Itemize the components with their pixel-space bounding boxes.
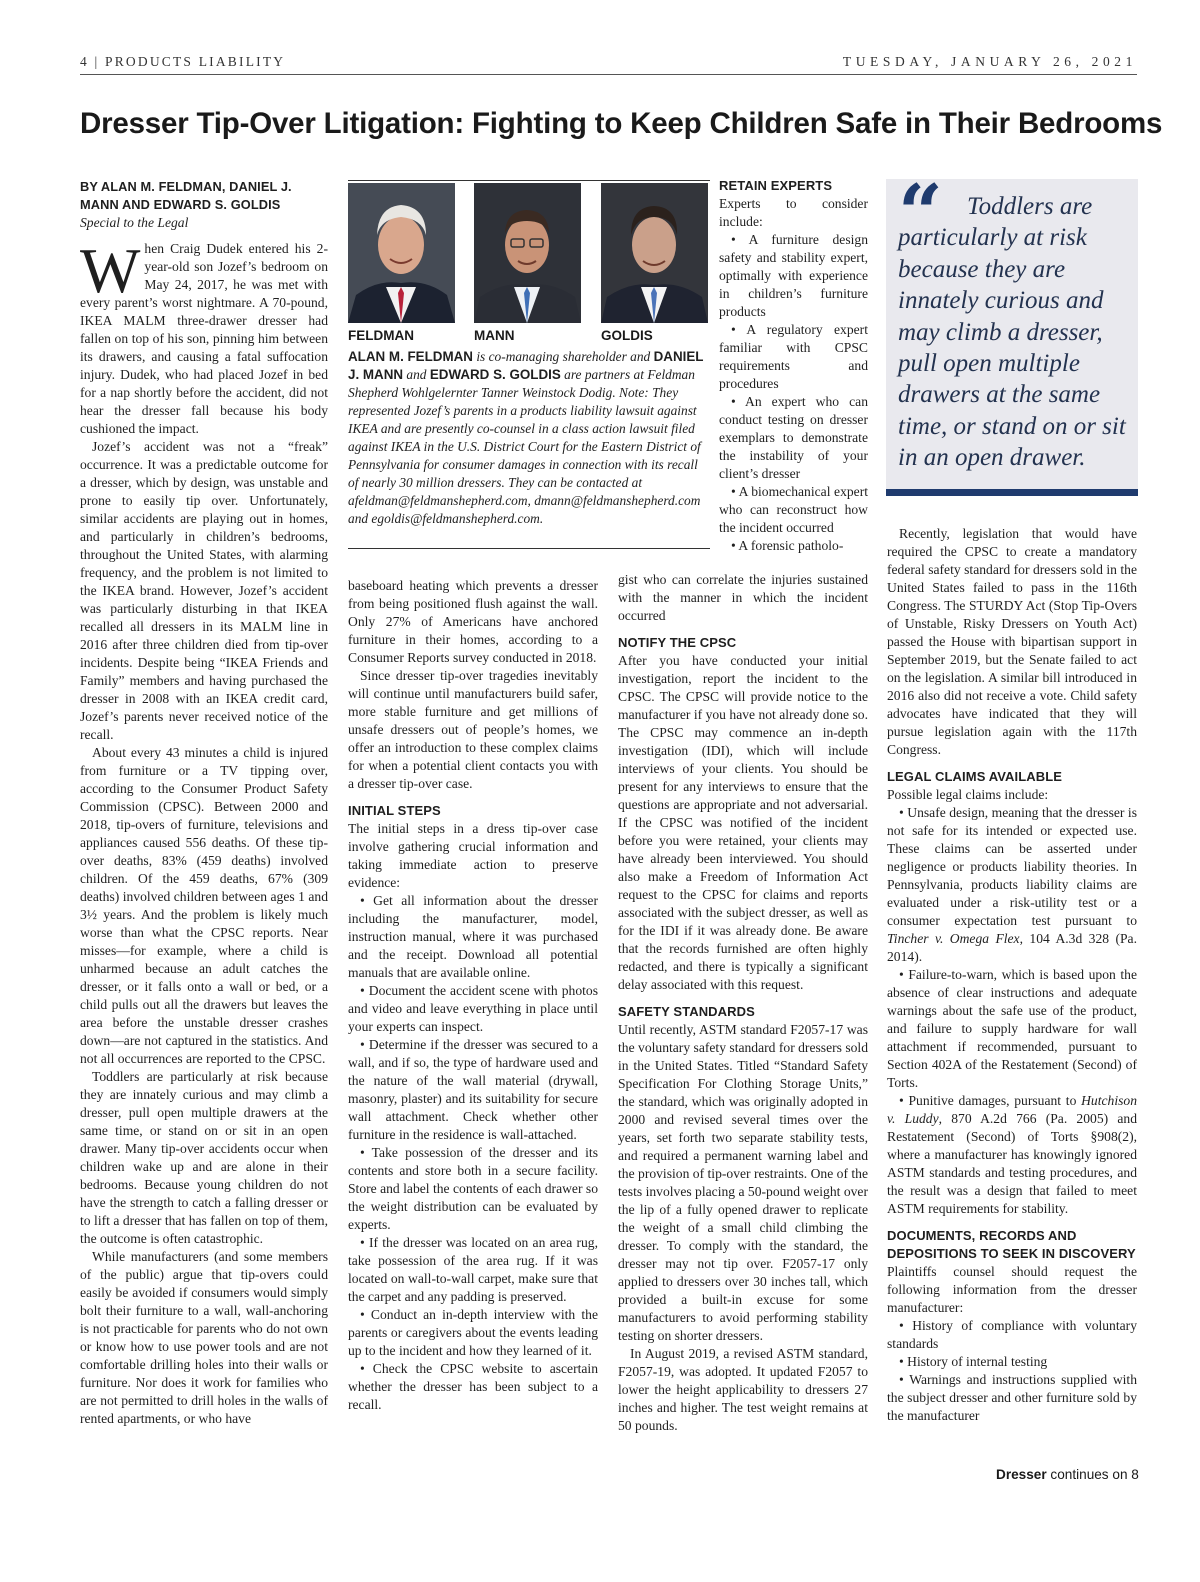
- list-item: • Determine if the dresser was secured to a wall, and if so, the type of hardware used and the nature of the wall material (drywall, masonry, plaster) and its suitability for secure wall attachment. Check whether other furniture in the residence is wall-attached.: [348, 1037, 598, 1142]
- paragraph: Toddlers are particularly at risk because they are innately curious and may climb a dresser, pull open multiple drawers at the same time, or stand on or sit in an open drawer. Many tip-over accidents occur when children wake up and are alone in their bedrooms. Because young children do not have the strength to catch a falling dresser or to lift a dresser that has fallen on top of them, the outcome is often catastrophic.: [80, 1069, 328, 1246]
- list-item: • An expert who can conduct testing on dresser exemplars to demonstrate the instability of your client’s dresser: [719, 394, 868, 481]
- column-2: [348, 577, 598, 1414]
- subhead-legal-claims: LEGAL CLAIMS AVAILABLE: [887, 769, 1063, 784]
- column-3-top: [719, 177, 868, 555]
- list-item: • Failure-to-warn, which is based upon the absence of clear instructions and adequate warnings about the safe use of the product, and failure to supply hardware for wall attachment if recommended, pursuant to Section 402A of the Restatement (Second) of Torts.: [887, 967, 1137, 1090]
- list-item: • A furniture design safety and stability expert, optimally with experience in children’s furniture products: [719, 232, 868, 319]
- subhead-discovery: DOCUMENTS, RECORDS AND DEPOSITIONS TO SEEK IN DISCOVERY: [887, 1228, 1136, 1261]
- photo-top-rule: [348, 180, 710, 181]
- paragraph: About every 43 minutes a child is injured from furniture or a TV tipping over, according to the Consumer Product Safety Commission (CPSC). Between 2000 and 2018, tip-overs of furniture, televisions and appliances caused 556 deaths. Of these tip-over deaths, 83% (459 deaths) involved children. Of the 459 deaths, 67% (309 deaths) involved children between ages 1 and 3½ years. And the problem is likely much worse than what the CPSC reports. Near misses—for example, where a child is unharmed because an adult catches the dresser, or it falls onto a wall or bed, or a child pulls out all the drawers but leaves the area before the unstable dresser crashes down—are not captured in the statistics. And not all occurrences are reported to the CPSC.: [80, 745, 328, 1066]
- subhead-notify-cpsc: NOTIFY THE CPSC: [618, 635, 737, 650]
- paragraph: Since dresser tip-over tragedies inevitably will continue until manufacturers build safer, more stable furniture and get millions of unsafe dressers out of people’s homes, we offer an introduction to these complex claims for when a potential client contacts you with a dresser tip-over case.: [348, 668, 598, 791]
- caption-rule: [348, 548, 710, 549]
- pull-quote-bar: [886, 489, 1138, 496]
- photo-mann: [474, 183, 581, 323]
- list-item: • History of internal testing: [899, 1354, 1048, 1369]
- list-item: • Unsafe design, meaning that the dresser is not safe for its intended or expected use. These claims can be asserted under negligence or products liability theories. In Pennsylvania, products liability claims are evaluated under a risk-utility test or a consumer expectation test pursuant to Tincher v. Omega Flex, 104 A.3d 328 (Pa. 2014).: [887, 805, 1137, 964]
- paragraph: Jozef’s accident was not a “freak” occurrence. It was a predictable outcome for a dresser, which by design, was unstable and prone to easily tip over. Unfortunately, similar accidents are playing out in homes, and particularly in children’s bedrooms, throughout the United States, with alarming frequency, and the problem is not limited to the IKEA brand. However, Jozef’s accident was particularly disturbing in that IKEA recalled all dressers in its MALM line in 2016 after three children died from tip-over incidents. Despite being “IKEA Friends and Family” members and having purchased the dresser in 2008 with an IKEA credit card, Jozef’s parents never received notice of the recall.: [80, 439, 328, 742]
- photo-goldis: [601, 183, 708, 323]
- paragraph: After you have conducted your initial investigation, report the incident to the CPSC. The CPSC will provide notice to the manufacturer if you have not already done so. The CPSC may commence an in-depth investigation (IDI), which will include interviews of your clients. You should be present for any interviews to ensure that the questions are appropriate and not adversarial. If the CPSC was notified of the incident before you were retained, your clients may have already been interviewed. You should also make a Freedom of Information Act request to the CPSC for claims and reports associated with the subject dresser, as well as for the IDI if it was already done. Be aware that the records furnished are often highly redacted, and there is typically a significant delay associated with this request.: [618, 653, 868, 992]
- photo-feldman: [348, 183, 455, 323]
- column-1: [80, 178, 328, 1428]
- continues-jump-line: Dresser continues on 8: [996, 1467, 1139, 1482]
- column-3: [618, 571, 868, 1435]
- list-item: • History of compliance with voluntary standards: [887, 1318, 1137, 1351]
- column-4: [887, 525, 1137, 1425]
- headline: Dresser Tip-Over Litigation: Fighting to Keep Children Safe in Their Bedrooms: [80, 107, 1163, 140]
- paragraph: baseboard heating which prevents a dresser from being positioned flush against the wall. Only 27% of Americans have anchored furniture in their homes, according to a Consumer Reports survey conducted in 2018.: [348, 578, 598, 665]
- paragraph: gist who can correlate the injuries sustained with the manner in which the incident occurred: [618, 572, 868, 623]
- author-photos: [348, 183, 708, 323]
- subhead-initial-steps: INITIAL STEPS: [348, 803, 441, 818]
- list-item: • Document the accident scene with photos and video and leave everything in place until your experts can inspect.: [348, 983, 598, 1034]
- paragraph: While manufacturers (and some members of the public) argue that tip-overs could easily be avoided if consumers would simply bolt their furniture to a wall, wall-anchoring is not practicable for parents who do not own or know how to use power tools and are not comfortable drilling holes into their walls or furniture. Nor does it work for families who are not permitted to drill holes in the walls of rented apartments, or who have: [80, 1249, 328, 1426]
- list-item: • A regulatory expert familiar with CPSC requirements and procedures: [719, 322, 868, 391]
- paragraph: Until recently, ASTM standard F2057-17 was the voluntary safety standard for dressers sold in the United States. Titled “Standard Safety Specification For Clothing Storage Units,” the standard, which was originally adopted in 2000 and revised several times over the years, set forth two separate stability tests, and required a permanent warning label and the provision of tip-over restraints. One of the tests involves placing a 50-pound weight over the lip of a fully opened drawer to replicate the weight of a small child climbing the dresser. To comply with the standard, the dresser may not tip over. F2057-17 only applied to dressers over 30 inches tall, which provided a built-in excuse for some manufacturers to avoid performing stability testing on shorter dressers.: [618, 1022, 868, 1343]
- photo-name-feldman: FELDMAN: [348, 328, 414, 343]
- paragraph: Possible legal claims include:: [887, 787, 1049, 802]
- lead-paragraph: When Craig Dudek entered his 2-year-old son Jozef’s bedroom on May 24, 2017, he was met with every parent’s worst nightmare. A 70-pound, IKEA MALM three-drawer dresser had fallen on top of his son, pinning him between its drawers, and causing a fatal suffocation injury. Dudek, who had placed Jozef in bed for a nap shortly before the accident, did not hear the dresser fall because his body cushioned the impact.: [80, 235, 328, 436]
- byline: BY ALAN M. FELDMAN, DANIEL J. MANN AND EDWARD S. GOLDIS: [80, 179, 292, 212]
- list-item: • Get all information about the dresser including the manufacturer, model, instruction manual, where it was purchased and the receipt. Download all potential manuals that are available online.: [348, 893, 598, 980]
- pull-quote-text: Toddlers are particularly at risk because they are innately curious and may climb a dresser, pull open multiple drawers at the same time, or stand on or sit in an open drawer.: [898, 193, 1126, 472]
- list-item: • A biomechanical expert who can reconstruct how the incident occurred: [719, 484, 868, 535]
- list-item: • Warnings and instructions supplied with the subject dresser and other furniture sold by the manufacturer: [887, 1372, 1137, 1423]
- list-item: • Check the CPSC website to ascertain whether the dresser has been subject to a recall.: [348, 1361, 598, 1412]
- subhead-safety-standards: SAFETY STANDARDS: [618, 1004, 755, 1019]
- list-item: • Take possession of the dresser and its contents and store both in a secure facility. Store and label the contents of each drawer so the weight distribution can be evaluated by experts.: [348, 1145, 598, 1232]
- list-item: • A forensic patholo-: [731, 538, 844, 553]
- paragraph: The initial steps in a dress tip-over case involve gathering crucial information and taking immediate action to preserve evidence:: [348, 821, 598, 890]
- author-bio-caption: ALAN M. FELDMAN is co-managing shareholder and DANIEL J. MANN and EDWARD S. GOLDIS are partners at Feldman Shepherd Wohlgelernter Tanner Weinstock Dodig. Note: They represented Jozef’s parents in a products liability lawsuit against IKEA and are presently co-counsel in a class action lawsuit filed against IKEA in the U.S. District Court for the Eastern District of Pennsylvania for consumer damages in connection with its recall of nearly 30 million dressers. They can be contacted at afeldman@feldmanshepherd.com, dmann@feldmanshepherd.com and egoldis@feldmanshepherd.com.: [348, 349, 704, 526]
- masthead: [80, 54, 1137, 74]
- list-item: • Conduct an in-depth interview with the parents or caregivers about the events leading up to the incident and how they learned of it.: [348, 1307, 598, 1358]
- paragraph: Experts to consider include:: [719, 196, 868, 229]
- paragraph: Recently, legislation that would have required the CPSC to create a mandatory federal safety standard for dressers sold in the United States failed to pass in the 116th Congress. The STURDY Act (Stop Tip-Overs of Unstable, Risky Dressers on Youth Act) passed the House with bipartisan support in September 2019, but the Senate failed to act on the legislation. A similar bill introduced in 2016 also did not receive a vote. Child safety advocates have indicated that they will pursue legislation again with the 117th Congress.: [887, 526, 1137, 757]
- list-item: • Punitive damages, pursuant to Hutchison v. Luddy, 870 A.2d 766 (Pa. 2005) and Restatement (Second) of Torts §908(2), where a manufacturer has knowingly ignored ASTM standards and testing procedures, and the result was a design that failed to meet ASTM requirements for stability.: [887, 1093, 1137, 1216]
- photo-name-mann: MANN: [474, 328, 515, 343]
- photo-name-goldis: GOLDIS: [601, 328, 653, 343]
- list-item: • If the dresser was located on an area rug, take possession of the area rug. If it was located on wall-to-wall carpet, make sure that the carpet and any padding is preserved.: [348, 1235, 598, 1304]
- paragraph: In August 2019, a revised ASTM standard, F2057-19, was adopted. It updated F2057 to lower the height applicability to dressers 27 inches and higher. The test weight remains at 50 pounds.: [618, 1346, 868, 1433]
- special-note: Special to the Legal: [80, 215, 189, 230]
- quote-mark-icon: “: [898, 168, 943, 259]
- pull-quote: [886, 168, 1138, 493]
- subhead-retain-experts: RETAIN EXPERTS: [719, 178, 833, 193]
- issue-date: TUESDAY, JANUARY 26, 2021: [842, 54, 1137, 69]
- paragraph: Plaintiffs counsel should request the following information from the dresser manufacturer:: [887, 1264, 1137, 1315]
- drop-cap: W: [80, 235, 141, 306]
- section-label: 4 | PRODUCTS LIABILITY: [80, 54, 286, 69]
- masthead-rule: [80, 74, 1137, 75]
